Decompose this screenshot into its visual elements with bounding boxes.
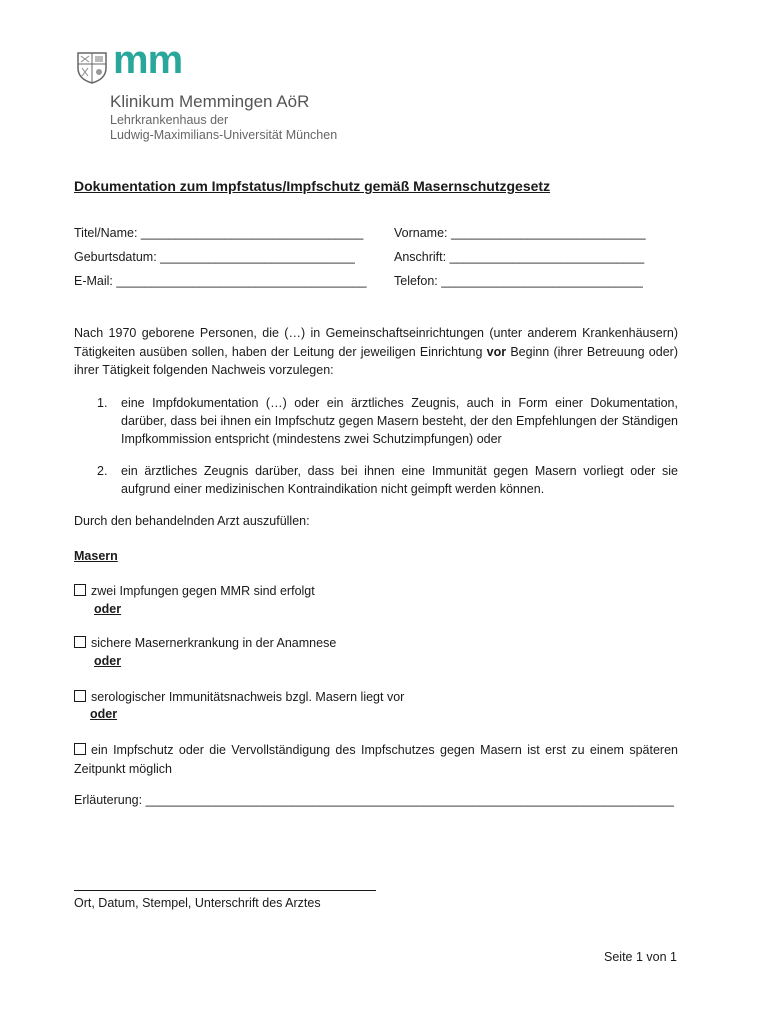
- option-label: serologischer Immunitätsnachweis bzgl. Masern liegt vor: [91, 690, 405, 704]
- intro-bold-vor: vor: [486, 344, 507, 359]
- option-label: ein Impfschutz oder die Vervollständigung des Impfschutzes gegen Masern ist erst zu einem späteren Zeitpunkt möglich: [74, 743, 678, 776]
- checkbox[interactable]: [74, 584, 86, 596]
- list-item: [74, 394, 678, 450]
- checkbox[interactable]: [74, 636, 86, 648]
- checkbox[interactable]: [74, 690, 86, 702]
- anschrift-field[interactable]: Anschrift: ____________________________: [394, 250, 645, 264]
- signature-line[interactable]: [74, 890, 376, 891]
- organization-subtitle-2: Ludwig-Maximilians-Universität München: [110, 128, 338, 142]
- intro-text-2: Beginn (ihrer Betreuung oder) ihrer Tätigkeit folgenden Nachweis vorzulegen:: [74, 344, 678, 377]
- list-number: 2.: [97, 464, 108, 478]
- option-later-vaccination: [74, 741, 678, 778]
- vorname-field[interactable]: Vorname: ____________________________: [394, 226, 646, 240]
- option-serological-proof: [74, 690, 404, 704]
- page-number: Seite 1 von 1: [604, 950, 677, 964]
- organization-name: Klinikum Memmingen AöR: [110, 92, 310, 111]
- erlaeuterung-field[interactable]: Erläuterung: ____________________________________________________________________________: [74, 793, 674, 807]
- option-measles-history: [74, 636, 336, 650]
- email-field[interactable]: E-Mail: ____________________________________: [74, 274, 367, 288]
- geburtsdatum-field[interactable]: Geburtsdatum: ____________________________: [74, 250, 355, 264]
- or-label: oder: [94, 602, 122, 616]
- option-label: zwei Impfungen gegen MMR sind erfolgt: [91, 584, 315, 598]
- or-label: oder: [94, 654, 122, 668]
- checkbox[interactable]: [74, 743, 86, 755]
- list-text: eine Impfdokumentation (…) oder ein ärztliches Zeugnis, auch in Form einer Dokumentation, darüber, dass bei ihnen ein Impfschutz gegen Masern besteht, der den Empfehlungen der Ständigen Impfkommission entspricht (mindestens zwei Schutzimpfungen) oder: [121, 396, 678, 446]
- option-mmr-vaccinations: [74, 584, 315, 598]
- titel-name-field[interactable]: Titel/Name: ________________________________: [74, 226, 364, 240]
- organization-subtitle-1: Lehrkrankenhaus der: [110, 113, 229, 127]
- section-heading-masern: Masern: [74, 549, 118, 563]
- list-number: 1.: [97, 396, 108, 410]
- or-label: oder: [90, 707, 118, 721]
- list-text: ein ärztliches Zeugnis darüber, dass bei ihnen eine Immunität gegen Masern vorliegt oder sie aufgrund einer medizinischen Kontraindikation nicht geimpft werden können.: [121, 464, 678, 496]
- coat-of-arms-icon: [75, 50, 109, 84]
- telefon-field[interactable]: Telefon: _____________________________: [394, 274, 643, 288]
- signature-label: Ort, Datum, Stempel, Unterschrift des Arztes: [74, 896, 321, 910]
- option-label: sichere Masernerkrankung in der Anamnese: [91, 636, 337, 650]
- document-title: Dokumentation zum Impfstatus/Impfschutz gemäß Masernschutzgesetz: [74, 178, 551, 194]
- intro-paragraph: [74, 324, 678, 380]
- intro-text-1: Nach 1970 geborene Personen, die (…) in Gemeinschaftseinrichtungen (unter anderem Krankenhäusern) Tätigkeiten ausüben sollen, haben der Leitung der jeweiligen Einrichtung: [74, 326, 678, 359]
- physician-instruction: Durch den behandelnden Arzt auszufüllen:: [74, 514, 310, 528]
- list-item: [74, 462, 678, 500]
- logo-wordmark: mm: [113, 38, 183, 82]
